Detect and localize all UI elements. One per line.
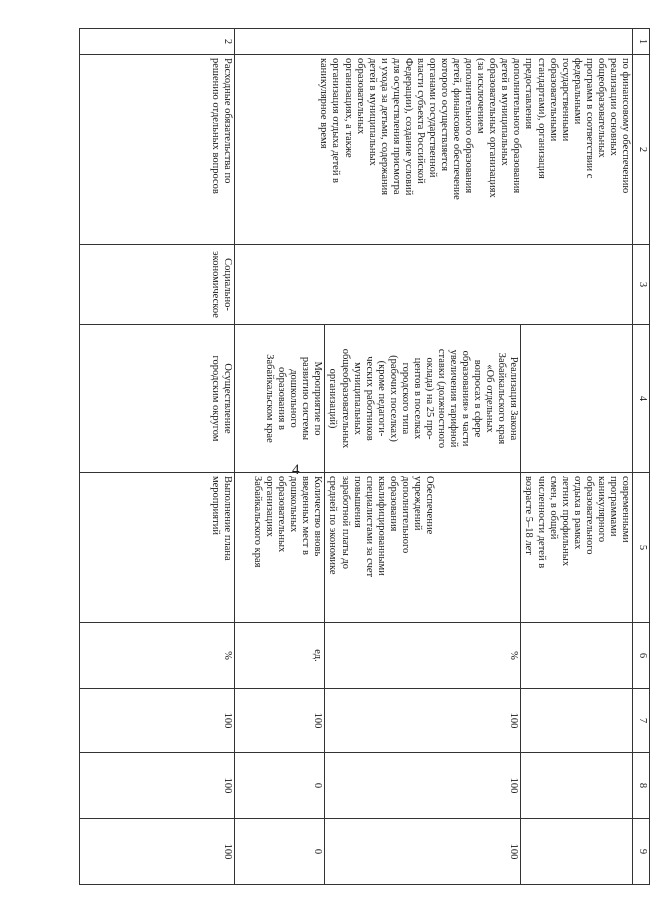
table-row xyxy=(80,29,235,885)
rotated-page xyxy=(79,28,650,884)
row-a-indicator-bottom-cell: Количество вновь введенных мест в дошкольных образовательных организациях Забайкальского края xyxy=(235,473,325,623)
row-a-number-cell xyxy=(235,29,633,55)
header-col-3: 3 xyxy=(633,245,650,325)
indicators-table xyxy=(79,28,650,885)
row-2-year2-cell: 100 xyxy=(80,753,235,819)
row-a-year3-bottom-cell: 0 xyxy=(235,819,325,885)
row-a-year3-top-cell xyxy=(521,819,633,885)
row-a-activity-bottom-cell: Мероприятие по развитию системы дошкольного образования в Забайкальском крае xyxy=(235,325,325,473)
row-2-year3-cell: 100 xyxy=(80,819,235,885)
row-2-obligation-cell: Расходные обязательства по решению отдельных вопросов xyxy=(80,55,235,245)
row-a-unit-mid-cell: % xyxy=(325,623,521,689)
row-a-indicator-mid-cell: Обеспечение учреждений дополнительного образования квалифицированными специалистами за счет повышения заработной платы до средней по экономике xyxy=(325,473,521,623)
header-col-8: 8 xyxy=(633,753,650,819)
row-2-unit-cell: % xyxy=(80,623,235,689)
row-a-year2-bottom-cell: 0 xyxy=(235,753,325,819)
header-col-6: 6 xyxy=(633,623,650,689)
header-col-5: 5 xyxy=(633,473,650,623)
row-a-program-cell xyxy=(235,245,633,325)
row-a-year1-bottom-cell: 100 xyxy=(235,689,325,753)
row-2-number-cell: 2 xyxy=(80,29,235,55)
row-a-year2-mid-cell: 100 xyxy=(325,753,521,819)
row-a-unit-top-cell xyxy=(521,623,633,689)
header-col-1: 1 xyxy=(633,29,650,55)
row-a-activity-top-cell xyxy=(521,325,633,473)
header-col-9: 9 xyxy=(633,819,650,885)
row-a-year2-top-cell xyxy=(521,753,633,819)
row-a-year1-mid-cell: 100 xyxy=(325,689,521,753)
row-a-year3-mid-cell: 100 xyxy=(325,819,521,885)
row-2-program-cell: Социально- экономическое xyxy=(80,245,235,325)
row-2-indicator-cell: Выполнение плана мероприятий xyxy=(80,473,235,623)
header-col-4: 4 xyxy=(633,325,650,473)
row-2-activity-cell: Осуществление городским округом xyxy=(80,325,235,473)
row-a-obligation-cell: по финансовому обеспечению реализации основных общеобразовательных программ в соответствии с федеральными государственными образовательными стандартами), организация предоставления дополнительного образования детей в муниципальных образовательных организациях (за исключением дополнительного образования детей, финансовое обеспечение которого осуществляется органами государственной власти субъекта Российской Федерации), создание условий для осуществления присмотра и ухода за детьми, содержания детей в муниципальных образовательных организациях, а также организация отдыха детей в каникулярное время xyxy=(235,55,633,245)
row-a-unit-bottom-cell: ед. xyxy=(235,623,325,689)
header-row xyxy=(633,29,650,885)
header-col-7: 7 xyxy=(633,689,650,753)
rotated-table-container xyxy=(79,28,650,884)
page-number: 4 xyxy=(292,462,300,478)
row-a-indicator-top-cell: современными программами каникулярного образовательного отдыха в рамках летних профильных смен, в общей численности детей в возрасте 5–18 лет xyxy=(521,473,633,623)
row-a-year1-top-cell xyxy=(521,689,633,753)
row-2-year1-cell: 100 xyxy=(80,689,235,753)
row-a-activity-mid-cell: Реализация Закона Забайкальского края «Об отдельных вопросах в сфере образования» в части увеличения тарифной ставки (должностного оклада) на 25 про- центов в поселках городского типа (рабочих поселках) (кроме педагоги- ческих работников муниципальных общеобразовательных организаций) xyxy=(325,325,521,473)
table-row xyxy=(521,29,633,885)
header-col-2: 2 xyxy=(633,55,650,245)
